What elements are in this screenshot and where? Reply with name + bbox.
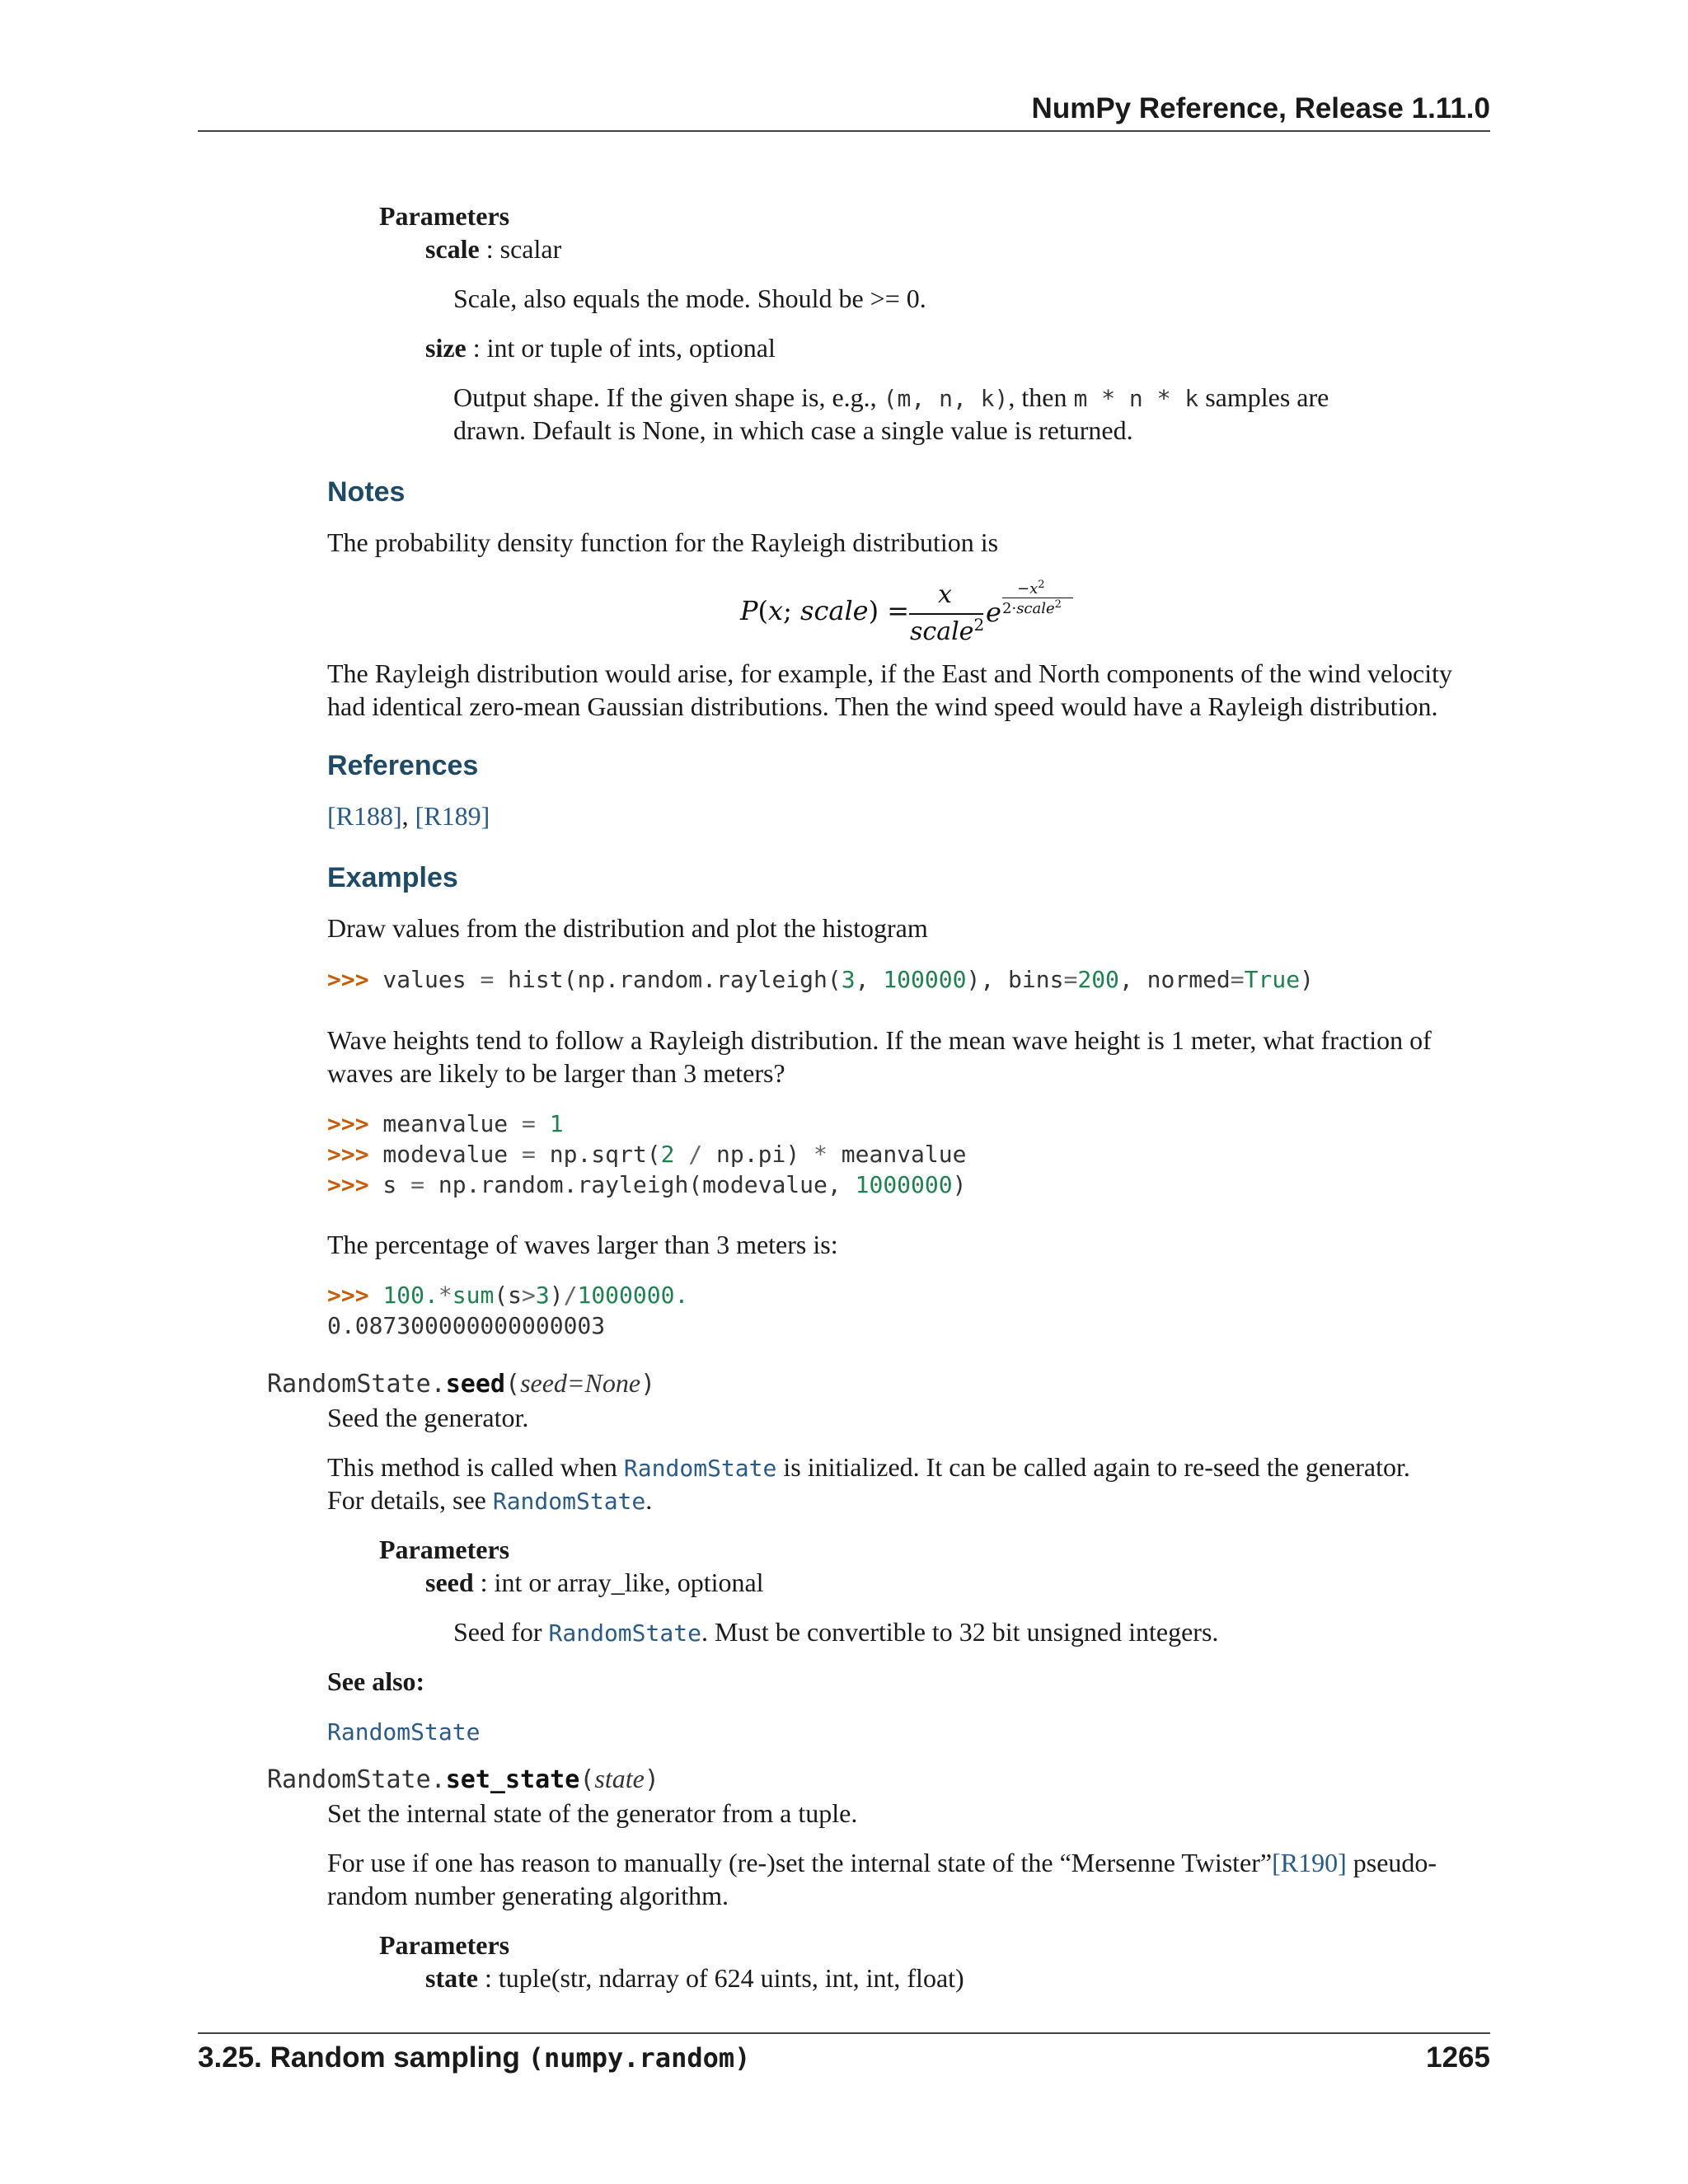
see-also-entry <box>327 1714 480 1749</box>
set-state-signature: RandomState.set_state(state) <box>267 1764 659 1794</box>
code-output: 0.087300000000000003 <box>327 1312 606 1339</box>
examples-heading: Examples <box>327 862 458 893</box>
references-list: [R188], [R189] <box>327 801 490 831</box>
see-also-label: See also: <box>327 1666 425 1696</box>
param-scale-name: scale <box>425 234 480 264</box>
notes-intro: The probability density function for the Rayleigh distribution is <box>327 527 999 557</box>
wave-para-line1: Wave heights tend to follow a Rayleigh distribution. If the mean wave height is 1 meter, what fraction of <box>327 1025 1432 1055</box>
set-state-method-name: set_state <box>445 1765 580 1794</box>
page-header-title: NumPy Reference, Release 1.11.0 <box>1031 92 1490 124</box>
notes-para-line1: The Rayleigh distribution would arise, for example, if the East and North components of the wind velocity <box>327 658 1453 688</box>
param-seed-desc: Seed for RandomState. Must be convertible to 32 bit unsigned integers. <box>453 1617 1219 1647</box>
examples-intro: Draw values from the distribution and plot the histogram <box>327 913 928 943</box>
randomstate-link[interactable]: RandomState <box>548 1619 701 1647</box>
randomstate-link[interactable]: RandomState <box>492 1488 646 1515</box>
notes-para-line2: had identical zero-mean Gaussian distributions. Then the wind speed would have a Rayleigh distribution. <box>327 691 1438 721</box>
param-scale-type: : scalar <box>479 234 562 264</box>
param-size-desc-line2: drawn. Default is None, in which case a single value is returned. <box>453 415 1133 445</box>
header-rule <box>198 130 1490 132</box>
randomstate-link[interactable]: RandomState <box>327 1718 481 1746</box>
set-state-desc-line1: For use if one has reason to manually (re-)set the internal state of the “Mersenne Twister”[R190] pseudo- <box>327 1848 1437 1877</box>
seed-signature: RandomState.seed(seed=None) <box>267 1368 656 1399</box>
param-size-name: size <box>425 333 467 363</box>
param-scale-desc: Scale, also equals the mode. Should be >= 0. <box>453 284 926 313</box>
code-block-histogram: >>> values = hist(np.random.rayleigh(3, 100000), bins=200, normed=True) <box>327 966 1314 993</box>
footer-section-title: 3.25. Random sampling (numpy.random) <box>198 2041 751 2074</box>
footer-module-name: (numpy.random) <box>528 2042 751 2074</box>
references-heading: References <box>327 750 479 781</box>
reference-link-r188[interactable]: [R188] <box>327 801 402 831</box>
reference-link-r190[interactable]: [R190] <box>1272 1848 1347 1877</box>
seed-desc-line1: This method is called when RandomState is initialized. It can be called again to re-seed the generator. <box>327 1452 1410 1482</box>
parameters-label: Parameters <box>379 201 510 231</box>
set-state-summary: Set the internal state of the generator from a tuple. <box>327 1798 858 1828</box>
inline-code-product: m * n * k <box>1073 385 1199 412</box>
param-size-desc-line1: Output shape. If the given shape is, e.g., (m, n, k), then m * n * k samples are <box>453 382 1329 412</box>
param-seed: seed : int or array_like, optional <box>425 1568 764 1597</box>
rayleigh-pdf-equation: P(x; scale) = x scale$^2$ e $-x^2$ 2·scale$^2$ <box>740 585 1086 659</box>
set-state-desc-line2: random number generating algorithm. <box>327 1881 729 1910</box>
param-scale <box>425 232 561 265</box>
reference-link-r189[interactable]: [R189] <box>415 801 490 831</box>
code-block-percentage: >>> 100.*sum(s>3)/1000000. <box>327 1282 689 1309</box>
param-size-type: : int or tuple of ints, optional <box>466 333 776 363</box>
seed-summary: Seed the generator. <box>327 1403 529 1432</box>
inline-code-shape: (m, n, k) <box>883 385 1009 412</box>
seed-method-name: seed <box>445 1370 505 1399</box>
param-size <box>425 331 776 364</box>
set-state-parameters-label: Parameters <box>379 1930 510 1960</box>
randomstate-link[interactable]: RandomState <box>623 1455 777 1482</box>
footer-rule <box>198 2032 1490 2034</box>
wave-para-line2: waves are likely to be larger than 3 meters? <box>327 1058 785 1088</box>
percentage-text: The percentage of waves larger than 3 meters is: <box>327 1230 838 1259</box>
param-state: state : tuple(str, ndarray of 624 uints, int, int, float) <box>425 1963 964 1993</box>
notes-heading: Notes <box>327 476 406 508</box>
page-number: 1265 <box>1426 2041 1490 2074</box>
code-block-wave: >>> meanvalue = 1 >>> modevalue = np.sqrt(2 / np.pi) * meanvalue >>> s = np.random.rayleigh(modevalue, 1000000) <box>327 1110 967 1198</box>
seed-desc-line2: For details, see RandomState. <box>327 1485 653 1515</box>
seed-parameters-label: Parameters <box>379 1535 510 1564</box>
